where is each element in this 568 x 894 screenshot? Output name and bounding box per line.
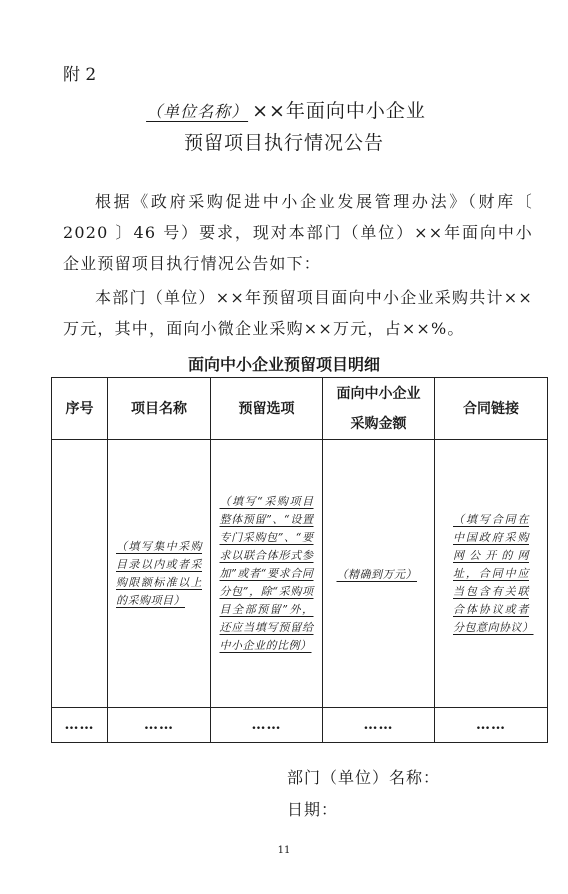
ellipsis-cell: …… (435, 708, 548, 743)
contract-link-instruction: （填写合同在中国政府采购网公开的网址，合同中应当包含有关联合体协议或者分包意向协议） (453, 512, 534, 634)
document-title-line1 (0, 96, 568, 123)
cell-serial-no (52, 440, 108, 708)
header-reservation-option: 预留选项 (211, 378, 323, 440)
header-sme-amount: 面向中小企业采购金额 (323, 378, 435, 440)
header-project-name: 项目名称 (108, 378, 211, 440)
table-header-row (52, 378, 548, 440)
cell-sme-amount (323, 440, 435, 708)
cell-contract-link (435, 440, 548, 708)
table-row (52, 708, 548, 743)
ellipsis-cell: …… (52, 708, 108, 743)
cell-project-name (108, 440, 211, 708)
table-title: 面向中小企业预留项目明细 (187, 355, 380, 374)
page-number: 11 (277, 845, 291, 856)
department-name-label: 部门（单位）名称： (287, 768, 441, 787)
reserved-projects-table (51, 377, 548, 743)
summary-paragraph: 本部门（单位）××年预留项目面向中小企业采购共计××万元，其中，面向小微企业采购××万元，占××%。 (63, 288, 533, 338)
header-contract-link: 合同链接 (435, 378, 548, 440)
ellipsis-cell: …… (323, 708, 435, 743)
document-title-line2: 预留项目执行情况公告 (183, 132, 384, 154)
date-label: 日期： (287, 800, 339, 819)
header-serial-no: 序号 (52, 378, 108, 440)
attachment-label: 附 2 (63, 65, 97, 85)
intro-paragraph: 根据《政府采购促进中小企业发展管理办法》（财库〔 2020 〕46 号）要求，现对本部门（单位）××年面向中小企业预留项目执行情况公告如下： (63, 192, 533, 273)
reservation-option-instruction: （填写“采购项目整体预留”、“设置专门采购包”、“要求以联合体形式参加”或者“要求合同分包”，除“采购项目全部预留”外，还应当填写预留给中小企业的比例） (219, 494, 314, 652)
unit-name-placeholder: （单位名称） (146, 102, 249, 121)
table-row (52, 440, 548, 708)
project-name-instruction: （填写集中采购目录以内或者采购限额标准以上的采购项目） (116, 539, 202, 607)
amount-instruction: （精确到万元） (336, 568, 417, 581)
ellipsis-cell: …… (108, 708, 211, 743)
ellipsis-cell: …… (211, 708, 323, 743)
cell-reservation-option (211, 440, 323, 708)
title-line1-suffix: ××年面向中小企业 (252, 100, 426, 122)
